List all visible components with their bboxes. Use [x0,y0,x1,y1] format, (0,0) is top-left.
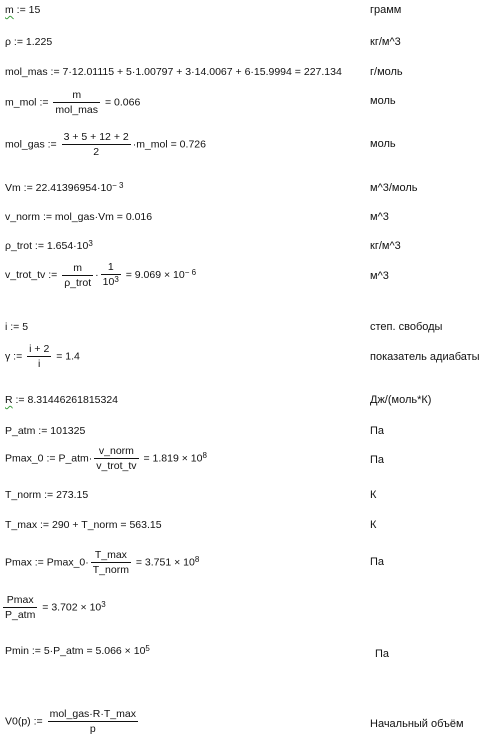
mol-gas-definition[interactable] [5,131,206,158]
v-norm-unit: м^3 [370,211,389,223]
multiply-op: · [95,268,99,281]
assign-op: := [48,268,58,281]
rho-var: ρ [5,36,11,48]
pmax-unit: Па [370,556,385,568]
vm-exponent: − 3 [112,181,124,190]
assign-op: := [44,489,54,501]
mol-mas-var: mol_mas [5,66,48,78]
fraction-numerator: mol_gas·R·T_max [49,708,136,720]
assign-op: := [40,519,50,531]
mol-gas-fraction [62,131,131,158]
equals-op: = [294,66,301,78]
pmax-exponent: 8 [194,555,200,565]
pmax-0-prefix: P_atm· [58,452,93,465]
v-norm-definition[interactable] [5,211,152,223]
t-max-definition[interactable] [5,519,162,531]
t-max-var: T_max [5,519,38,531]
v0-definition[interactable] [5,708,140,735]
mol-mas-result: 227.134 [303,66,342,78]
gamma-var: γ [5,350,11,363]
pmax-0-definition[interactable] [5,445,207,472]
fraction-denominator [101,275,121,289]
pmax-0-exponent: 8 [202,451,207,461]
assign-op: := [23,182,33,194]
mol-mas-expr: 7·12.01115 + 5·1.00797 + 3·14.0067 + 6·15.9994 [62,66,292,78]
v-trot-tv-fraction-1 [62,262,93,289]
t-norm-unit: К [370,489,377,501]
t-max-value: 290 + T_norm = 563.15 [52,519,162,531]
assign-op: := [34,556,44,569]
fraction-denominator: P_atm [5,609,36,621]
pmax-prefix: Pmax_0· [46,556,89,569]
pmax-0-unit: Па [370,454,385,466]
fraction-numerator: 1 [101,261,121,275]
fraction-denominator: T_norm [92,564,129,576]
v-trot-tv-var: v_trot_tv [5,268,46,281]
i-unit: степ. свободы [370,321,443,333]
m-mol-fraction [53,89,100,116]
pmax-0-fraction [94,445,138,472]
assign-op: := [13,350,23,363]
m-var: m [5,4,14,16]
rho-trot-unit: кг/м^3 [370,240,401,252]
assign-op: := [31,645,41,657]
v0-unit: Начальный объём [370,718,464,730]
pmax-ratio-result: = 3.702 × 10 [42,601,102,614]
r-definition[interactable] [5,394,118,406]
assign-op: := [10,321,20,333]
fraction-numerator: T_max [91,549,131,563]
assign-op: := [42,211,52,223]
v-trot-tv-result: = 9.069 × 10 [125,268,185,281]
m-mol-result: = 0.066 [104,96,141,109]
denominator-base: 10 [102,276,115,288]
vm-definition[interactable] [5,182,124,195]
rho-trot-expr: 1.654·10 [46,240,89,252]
assign-op: := [50,66,60,78]
rho-value: 1.225 [25,36,53,48]
assign-op: := [16,4,26,16]
vm-var: Vm [5,182,21,194]
pmax-fraction [91,549,131,576]
v0-var: V0(p) [5,715,31,728]
denominator-exponent: 3 [114,275,119,284]
assign-op: := [46,452,56,465]
p-atm-var: P_atm [5,425,36,437]
m-unit: грамм [370,4,402,16]
assign-op: := [13,36,23,48]
i-definition[interactable] [5,321,28,333]
mol-mas-unit: г/моль [370,66,403,78]
pmax-definition[interactable] [5,549,199,576]
rho-trot-var: ρ_trot [5,240,32,252]
assign-op: := [15,394,25,406]
pmin-value: 5·P_atm = 5.066 × 10 [43,645,146,657]
assign-op: := [47,138,57,151]
m-value: 15 [28,4,41,16]
assign-op: := [34,240,44,252]
fraction-numerator: 3 + 5 + 12 + 2 [63,131,129,143]
rho-unit: кг/м^3 [370,36,401,48]
v-norm-expr: mol_gas·Vm = 0.016 [54,211,153,223]
pmin-definition[interactable] [5,645,150,658]
gamma-result: = 1.4 [56,350,80,363]
pmax-result: = 3.751 × 10 [135,556,195,569]
pmax-0-result: = 1.819 × 10 [143,452,203,465]
pmax-var: Pmax [5,556,32,569]
rho-trot-definition[interactable] [5,240,93,253]
pmin-var: Pmin [5,645,29,657]
v0-fraction [48,708,138,735]
assign-op: := [39,96,49,109]
fraction-numerator: i + 2 [29,343,50,355]
r-value: 8.31446261815324 [27,394,119,406]
gamma-unit: показатель адиабаты [370,351,480,363]
t-norm-value: 273.15 [56,489,89,501]
v-trot-tv-unit: м^3 [370,270,389,282]
fraction-denominator: 2 [93,146,100,158]
t-norm-var: T_norm [5,489,42,501]
fraction-denominator: v_trot_tv [96,460,137,472]
pmin-unit: Па [375,648,390,660]
pmax-0-var: Pmax_0 [5,452,44,465]
vm-unit: м^3/моль [370,182,418,194]
rho-definition[interactable] [5,36,52,48]
assign-op: := [38,425,48,437]
fraction-denominator: p [89,723,96,735]
fraction-numerator: v_norm [94,445,138,459]
p-atm-value: 101325 [50,425,86,437]
m-mol-definition[interactable] [5,89,140,116]
fraction-denominator: i [38,358,41,370]
vm-expr: 22.41396954·10 [35,182,113,194]
m-mol-unit: моль [370,95,396,107]
i-var: i [5,321,8,333]
gamma-fraction [27,343,51,370]
fraction-numerator: m [53,89,100,103]
t-norm-definition[interactable] [5,489,88,501]
v-norm-var: v_norm [5,211,41,223]
t-max-unit: К [370,519,377,531]
fraction-denominator: ρ_trot [64,276,92,289]
pmax-ratio-exponent: 3 [101,600,106,610]
m-mol-var: m_mol [5,96,37,109]
v-trot-tv-fraction-2 [101,261,121,289]
fraction-numerator: Pmax [3,594,37,608]
rho-trot-exponent: 3 [88,239,93,248]
p-atm-unit: Па [370,425,385,437]
v-trot-tv-definition[interactable] [5,261,196,289]
v-trot-tv-exponent: − 6 [184,267,197,277]
assign-op: := [33,715,43,728]
pmin-exponent: 5 [145,644,150,653]
mol-gas-unit: моль [370,138,396,150]
fraction-denominator: mol_mas [55,104,99,116]
r-unit: Дж/(моль*К) [370,394,432,406]
pmax-ratio-fraction [3,594,37,621]
mol-mas-definition[interactable] [5,66,342,78]
mol-gas-var: mol_gas [5,138,45,151]
mol-gas-tail: ·m_mol = 0.726 [132,138,206,151]
m-definition[interactable] [5,4,40,16]
fraction-numerator: m [62,262,93,276]
r-var: R [5,394,13,406]
pmax-ratio-expression[interactable] [3,594,106,621]
gamma-definition[interactable] [5,343,80,370]
i-value: 5 [22,321,29,333]
p-atm-definition[interactable] [5,425,85,437]
